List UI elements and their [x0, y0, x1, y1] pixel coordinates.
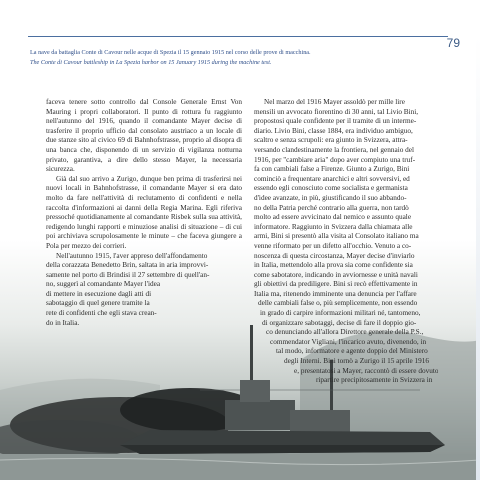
text-line: Nel marzo del 1916 Mayer assoldò per mille lire	[264, 98, 405, 106]
text-line: scaltro e senza scrupoli: era giunto in Svizzera, attra-	[254, 136, 408, 145]
paragraph-1: faceva tenere sotto controllo dal Console Generale Ernst Von Mauring i propri collaboratori. Il punto di rottura fu raggiunto nell'autunno del 1916, quando il comandante Mayer decise di trasferire il proprio ufficio dal consolato austriaco a un locale di due stanze sito al civico 69 di Bahnhofstrasse, proprio al disopra di una banca che, disponendo di un servizio di vigilanza notturna privato, garantiva, a dire dello stesso Mayer, la necessaria sicurezza.	[46, 98, 242, 174]
text-line: armi, Bini si presentò alla visita al Consolato italiano ma	[254, 232, 419, 241]
text-line: commendator Vigliani, l'incarico avuto, divenendo, in	[270, 337, 427, 346]
text-line: samente nel porto di Brindisi il 27 settembre di quell'an-	[46, 270, 210, 279]
text-line: no della Patria perché contrario alla guerra, non tardò	[254, 203, 409, 212]
text-line: gli obiettivi da prediligere. Bini si recò effettivamente in	[254, 280, 418, 289]
text-line: diario. Livio Bini, classe 1884, era individuo ambiguo,	[254, 126, 413, 135]
left-column	[46, 98, 242, 328]
text-line: Italia ma, ritenendo imminente una denuncia per l'affare	[254, 289, 417, 298]
text-line: di mettere in esecuzione dagli atti di	[46, 289, 152, 298]
text-line: in grado di carpire informazioni militari né, tantomeno,	[260, 309, 421, 318]
text-line: mensili un avvocato fiorentino di 30 anni, tal Livio Bini,	[254, 107, 419, 116]
text-line: della corazzata Benedetto Brin, saltata in aria improvvi-	[46, 261, 209, 270]
right-column	[254, 98, 438, 386]
text-line: versando clandestinamente la frontiera, nel gennaio del	[254, 145, 415, 154]
text-line: sabotaggio di quel genere tramite la	[46, 299, 150, 308]
text-line: propostosi quale confidente per il tramite di un interme-	[254, 117, 417, 126]
text-line: informatore. Raggiunto in Svizzera dalla chiamata alle	[254, 222, 413, 231]
text-line: essendo egli conosciuto come socialista e germanista	[254, 184, 408, 193]
caption-italian: La nave da battaglia Conte di Cavour nelle acque di Spezia il 15 gennaio 1915 nel corso delle prove di macchina.	[30, 49, 311, 56]
text-line: fa con cambiali false a Firenze. Giunto a Zurigo, Bini	[254, 165, 410, 174]
text-line: ripartire precipitosamente in Svizzera in	[316, 376, 433, 385]
text-line: tal modo, informatore e agente doppio del Ministero	[276, 347, 428, 356]
text-line: come sabotatore, indicando in avviornesse e unità navali	[254, 270, 418, 279]
text-line: do in Italia.	[46, 318, 80, 327]
text-line: in Italia, mettendolo alla prova sia come confidente sia	[254, 261, 413, 270]
photo-caption	[30, 48, 430, 68]
text-line: no, suggerì al comandante Mayer l'idea	[46, 280, 161, 289]
header-rule	[28, 36, 448, 37]
text-line: degli Interni. Bini tornò a Zurigo il 15 aprile 1916	[284, 357, 429, 366]
text-line: e, presentatosi a Mayer, raccontò di essere dovuto	[294, 366, 438, 375]
text-line: cominciò a frequentare anarchici e altri sovversivi, ed	[254, 174, 410, 183]
paragraph-3	[46, 252, 242, 329]
text-line: delle cambiali false o, più semplicemente, non essendo	[258, 299, 418, 308]
text-line: Nell'autunno 1915, l'aver appreso dell'affondamento	[56, 251, 208, 260]
page-edge	[476, 36, 480, 480]
caption-english: The Conte di Cavour battleship in La Spezia harbor on 15 January 1915 during the machine test.	[30, 59, 272, 66]
paragraph-2: Già dal suo arrivo a Zurigo, dunque ben prima di trasferirsi nei nuovi locali in Bahnhofstrasse, il comandante Mayer si era dato molto da fare nell'attività di reclutamento di confidenti e nella raccolta d'informazioni ai danni della Regia Marina. Egli riferiva pressoché quotidianamente al comandante Risbek sulla sua attività, redigendo lunghi rapporti e minuziose analisi di situazione – di cui poi archiviava scrupolosamente le minute – che faceva giungere a Pola per mezzo dei corrieri.	[46, 174, 242, 250]
text-line: noscenza di questa circostanza, Mayer decise d'inviarlo	[254, 251, 415, 260]
text-line: 1916, per "cambiare aria" dopo aver compiuto una truf-	[254, 155, 416, 164]
text-line: rete di confidenti che egli stava crean-	[46, 309, 157, 318]
page-number: 79	[446, 36, 460, 50]
text-line: d'idee avanzate, in più, giustificando il suo abbando-	[254, 193, 407, 202]
text-line: co denunciando all'allora Direttore generale della P.S.,	[266, 328, 424, 337]
text-line: venne riformato per un difetto all'occhio. Venuto a co-	[254, 241, 412, 250]
text-line: molto ad essere avvicinato dal nemico e assunto quale	[254, 213, 412, 222]
text-line: di organizzare sabotaggi, decise di fare il doppio gio-	[262, 318, 417, 327]
